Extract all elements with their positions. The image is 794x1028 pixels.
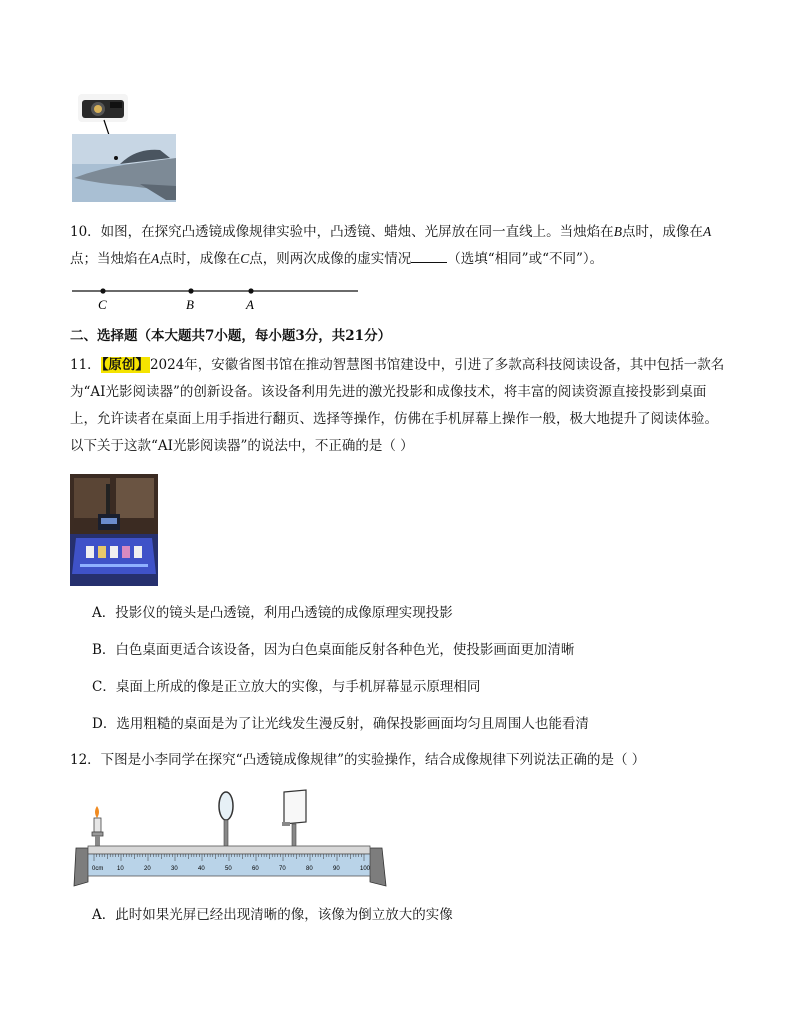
ruler-label: 0cm	[92, 866, 104, 872]
q12-option-a[interactable]: A．此时如果光屏已经出现清晰的像，该像为倒立放大的实像	[92, 907, 453, 923]
label-b: B	[186, 297, 194, 312]
light-screen	[284, 790, 306, 824]
ruler-label: 60	[252, 866, 259, 872]
convex-lens	[219, 792, 233, 820]
question-11-line-3: 上，允许读者在桌面上用手指进行翻页、选择等操作，仿佛在手机屏幕上操作一般，极大地提升了阅读体验。	[70, 411, 718, 427]
question-12-stem: 12．下图是小李同学在探究“凸透镜成像规律”的实验操作，结合成像规律下列说法正确的是（ ）	[70, 752, 646, 768]
ruler-label: 40	[198, 866, 205, 872]
label-a: A	[246, 297, 254, 312]
point-b-dot	[188, 288, 193, 293]
option-b[interactable]: B．白色桌面更适合该设备，因为白色桌面能反射各种色光，使投影画面更加清晰	[92, 642, 575, 658]
option-c[interactable]: C．桌面上所成的像是正立放大的实像，与手机屏幕显示原理相同	[92, 679, 481, 695]
label-c: C	[98, 297, 107, 312]
point-a-ref: A	[702, 224, 712, 239]
option-d[interactable]: D．选用粗糙的桌面是为了让光线发生漫反射，确保投影画面均匀且周围人也能看清	[92, 716, 589, 732]
question-11-line-1: 11．【原创】2024年，安徽省图书馆在推动智慧图书馆建设中，引进了多款高科技阅读设备，其中包括一款名	[70, 357, 725, 373]
ruler-label: 90	[333, 866, 340, 872]
option-a[interactable]: A．投影仪的镜头是凸透镜，利用凸透镜的成像原理实现投影	[92, 605, 453, 621]
section-title: 二、选择题（本大题共7小题，每小题3分，共21分）	[70, 328, 392, 344]
point-a-dot	[248, 288, 253, 293]
camera-jet-image	[70, 92, 178, 204]
original-tag: 【原创】	[101, 357, 149, 373]
ruler-label: 20	[144, 866, 151, 872]
ruler-label: 100	[360, 866, 371, 872]
optical-bench-figure	[70, 786, 390, 890]
ruler-label: 80	[306, 866, 313, 872]
bench-left-stand	[74, 848, 88, 886]
candle-flame	[95, 806, 99, 818]
ruler-label: 50	[225, 866, 232, 872]
point-b-ref: B	[613, 224, 622, 239]
point-c-ref: C	[240, 251, 250, 266]
ruler-label: 30	[171, 866, 178, 872]
ruler-label: 70	[279, 866, 286, 872]
bench-rail	[88, 846, 370, 854]
projector-reader-photo	[70, 474, 158, 586]
point-c-dot	[100, 288, 105, 293]
candle	[94, 818, 101, 832]
question-11-line-2: 为“AI光影阅读器”的创新设备。该设备利用先进的激光投影和成像技术，将丰富的阅读资源直接投影到桌面	[70, 384, 707, 400]
question-10-line-1: 10．如图，在探究凸透镜成像规律实验中，凸透镜、蜡烛、光屏放在同一直线上。当烛焰在B点时，成像在A	[70, 224, 712, 240]
point-a-ref-2: A	[151, 251, 160, 266]
bench-right-stand	[370, 848, 386, 886]
question-10-line-2: 点；当烛焰在A点时，成像在C点，则两次成像的虚实情况 （选填“相同”或“不同”）。	[70, 245, 603, 273]
question-11-line-4: 以下关于这款“AI光影阅读器”的说法中，不正确的是（ ）	[70, 438, 414, 454]
camera-jet-figure	[70, 92, 178, 204]
answer-blank[interactable]	[411, 248, 447, 263]
ruler-label: 10	[117, 866, 124, 872]
optical-bench-line-diagram	[70, 282, 362, 312]
